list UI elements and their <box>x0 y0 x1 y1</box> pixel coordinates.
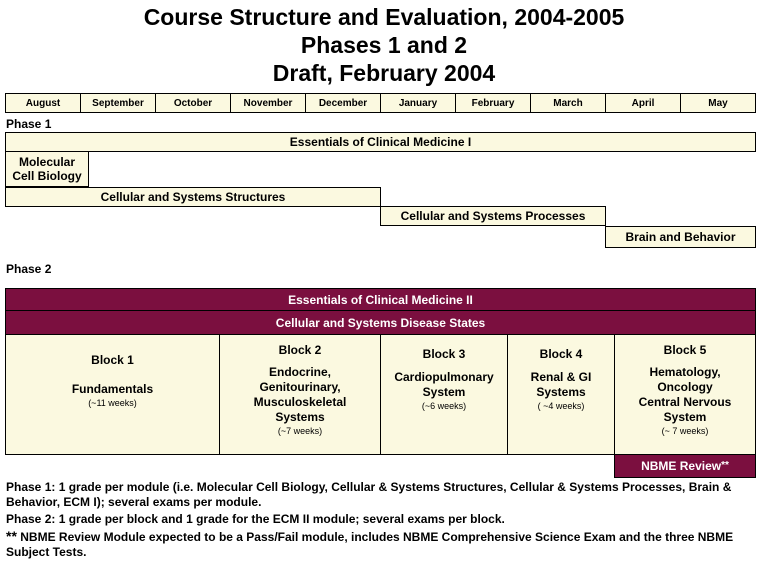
ecm-2-label: Essentials of Clinical Medicine II <box>288 292 473 307</box>
block-5 <box>614 334 756 455</box>
block-3-line-2: System <box>422 385 466 399</box>
molecular-label-line-1: Molecular <box>18 155 75 169</box>
block-2 <box>219 334 381 455</box>
phase-2-label: Phase 2 <box>6 262 52 276</box>
note-phase-2: Phase 2: 1 grade per block and 1 grade for the ECM II module; several exams per block. <box>6 512 505 526</box>
note-nbme <box>6 529 758 560</box>
block-3-line-1: Cardiopulmonary <box>394 370 494 384</box>
note-nbme-text: NBME Review Module expected to be a Pass/Fail module, includes NBME Comprehensive Science Exam and the three NBME Subject Tests. <box>6 530 734 559</box>
cellular-systems-processes-bar <box>380 206 606 226</box>
block-5-line-1: Hematology, <box>649 365 721 379</box>
block-3-duration: (~6 weeks) <box>421 401 467 411</box>
phase-1-label: Phase 1 <box>6 117 52 131</box>
block-5-title: Block 5 <box>663 343 707 357</box>
month-february: February <box>456 94 531 112</box>
ecm-1-bar <box>5 132 756 152</box>
month-january: January <box>381 94 456 112</box>
molecular-cell-biology-bar <box>5 151 89 187</box>
block-5-line-4: System <box>663 410 707 424</box>
structures-label: Cellular and Systems Structures <box>100 190 286 204</box>
month-april: April <box>606 94 681 112</box>
block-1-line-1: Fundamentals <box>71 382 154 396</box>
block-5-line-2: Oncology <box>657 380 713 394</box>
month-october: October <box>156 94 231 112</box>
block-4-line-1: Renal & GI <box>530 370 592 384</box>
note-phase-1: Phase 1: 1 grade per module (i.e. Molecular Cell Biology, Cellular & Systems Structures, Cellular & Systems Processes, Brain & Behavior, ECM I); several exams per module. <box>6 480 732 509</box>
block-5-duration: (~ 7 weeks) <box>661 426 709 436</box>
month-march: March <box>531 94 606 112</box>
block-4-line-2: Systems <box>536 385 586 399</box>
ecm-2-bar <box>5 288 756 311</box>
month-header <box>5 93 756 113</box>
block-3 <box>380 334 508 455</box>
molecular-label-line-2: Cell Biology <box>12 169 82 183</box>
block-2-line-2: Genitourinary, <box>259 380 341 394</box>
block-1 <box>5 334 220 455</box>
notes <box>6 480 758 562</box>
block-2-duration: (~7 weeks) <box>277 426 323 436</box>
processes-label: Cellular and Systems Processes <box>400 209 586 223</box>
block-2-line-4: Systems <box>275 410 325 424</box>
title-line-2: Phases 1 and 2 <box>300 32 468 58</box>
block-1-duration: (~11 weeks) <box>88 398 137 408</box>
month-may: May <box>708 97 728 109</box>
block-2-line-1: Endocrine, <box>268 365 331 379</box>
block-4-title: Block 4 <box>539 347 583 361</box>
disease-states-label: Cellular and Systems Disease States <box>275 315 486 330</box>
month-august: August <box>6 94 81 112</box>
month-november: November <box>231 94 306 112</box>
block-2-line-3: Musculoskeletal <box>253 395 347 409</box>
brain-behavior-label: Brain and Behavior <box>625 230 736 244</box>
nbme-review-bar: NBME Review ** <box>614 454 756 478</box>
title-line-1: Course Structure and Evaluation, 2004-2005 <box>143 4 625 30</box>
block-5-line-3: Central Nervous <box>638 395 732 409</box>
ecm-1-label: Essentials of Clinical Medicine I <box>289 135 472 149</box>
title-line-3: Draft, February 2004 <box>272 60 496 86</box>
nbme-review-label: NBME Review <box>641 459 722 473</box>
block-1-title: Block 1 <box>91 353 134 367</box>
disease-states-bar <box>5 310 756 335</box>
block-3-title: Block 3 <box>422 347 466 361</box>
block-4 <box>507 334 615 455</box>
note-nbme-mark: ** <box>6 528 17 544</box>
block-2-title: Block 2 <box>278 343 322 357</box>
block-4-duration: ( ~4 weeks) <box>537 401 585 411</box>
cellular-systems-structures-bar <box>5 187 381 207</box>
month-december: December <box>306 94 381 112</box>
month-september: September <box>81 94 156 112</box>
brain-behavior-bar <box>605 226 756 248</box>
